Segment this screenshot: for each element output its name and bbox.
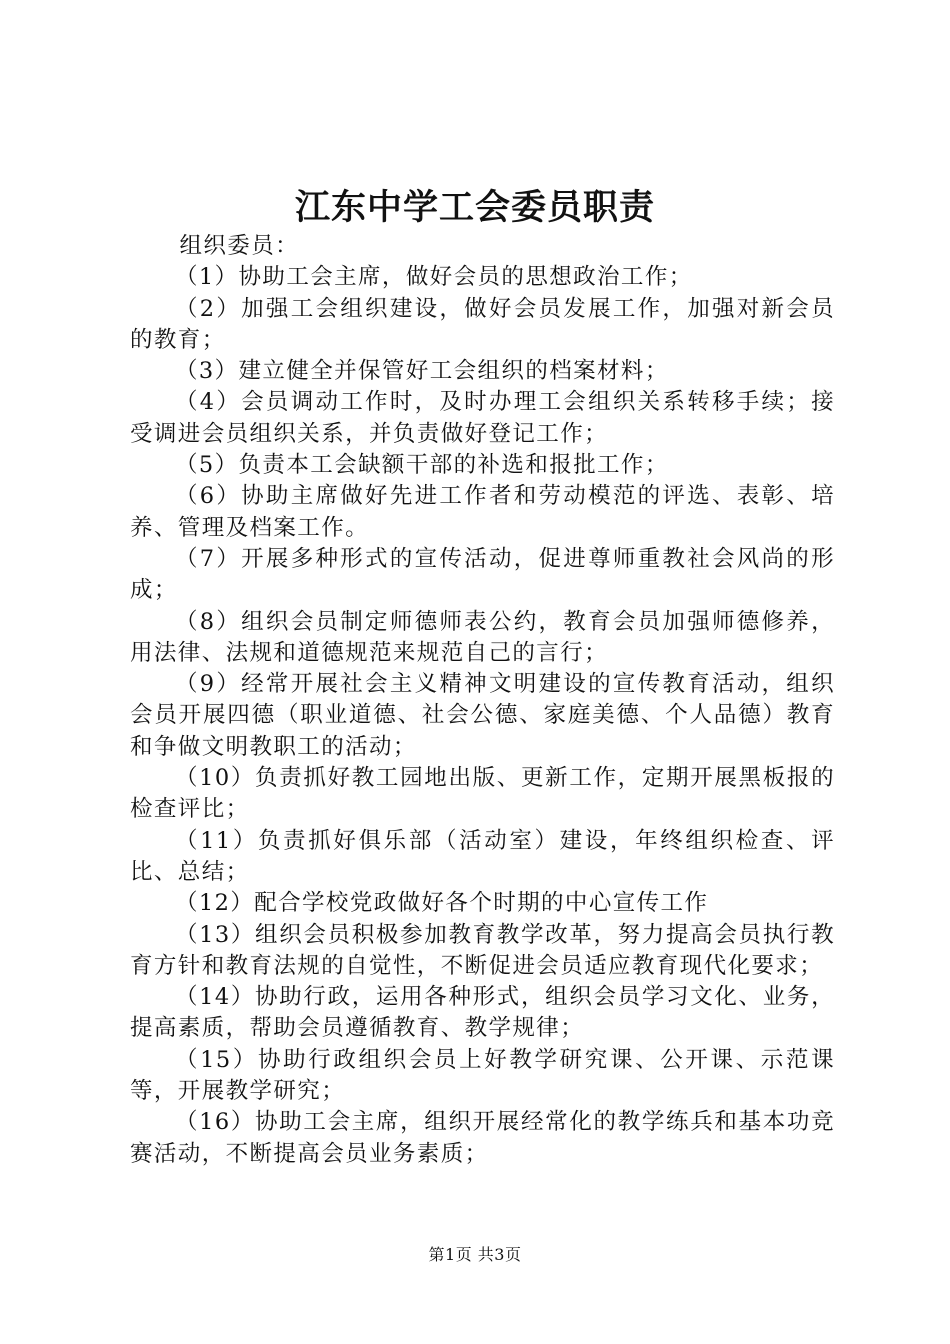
section-heading: 组织委员： [179, 233, 300, 259]
duty-item-12: （12）配合学校党政做好各个时期的中心宣传工作 [175, 890, 709, 917]
duty-item-5: （5）负责本工会缺额干部的补选和报批工作； [175, 452, 669, 479]
duty-item-3: （3）建立健全并保管好工会组织的档案材料； [175, 358, 669, 385]
duty-item-9: （9）经常开展社会主义精神文明建设的宣传教育活动，组织会员开展四德（职业道德、社会公德、家庭美德、个人品德）教育和争做文明教职工的活动； [130, 671, 835, 760]
duty-item-16: （16）协助工会主席，组织开展经常化的教学练兵和基本功竞赛活动，不断提高会员业务素质； [130, 1109, 835, 1167]
page-footer [0, 1243, 950, 1267]
duty-item-13: （13）组织会员积极参加教育教学改革，努力提高会员执行教育方针和教育法规的自觉性，不断促进会员适应教育现代化要求； [130, 921, 835, 979]
duty-item-8: （8）组织会员制定师德师表公约，教育会员加强师德修养，用法律、法规和道德规范来规范自己的言行； [130, 608, 835, 666]
duty-item-10: （10）负责抓好教工园地出版、更新工作，定期开展黑板报的检查评比； [130, 765, 835, 823]
document-title: 江东中学工会委员职责 [294, 187, 655, 228]
duty-item-2: （2）加强工会组织建设，做好会员发展工作，加强对新会员的教育； [130, 295, 835, 353]
duty-item-4: （4）会员调动工作时，及时办理工会组织关系转移手续；接受调进会员组织关系，并负责做好登记工作； [130, 389, 835, 447]
duty-item-1: （1）协助工会主席，做好会员的思想政治工作； [175, 264, 693, 291]
document-body [130, 231, 835, 1170]
duty-item-7: （7）开展多种形式的宣传活动，促进尊师重教社会风尚的形成； [130, 545, 835, 604]
page-number: 第1页 共3页 [428, 1245, 522, 1264]
duty-item-11: （11）负责抓好俱乐部（活动室）建设，年终组织检查、评比、总结； [130, 827, 835, 885]
duty-item-14: （14）协助行政，运用各种形式，组织会员学习文化、业务，提高素质，帮助会员遵循教育、教学规律； [130, 984, 835, 1042]
duty-item-15: （15）协助行政组织会员上好教学研究课、公开课、示范课等，开展教学研究； [130, 1046, 835, 1105]
duty-item-6: （6）协助主席做好先进工作者和劳动模范的评选、表彰、培养、管理及档案工作。 [130, 483, 835, 541]
